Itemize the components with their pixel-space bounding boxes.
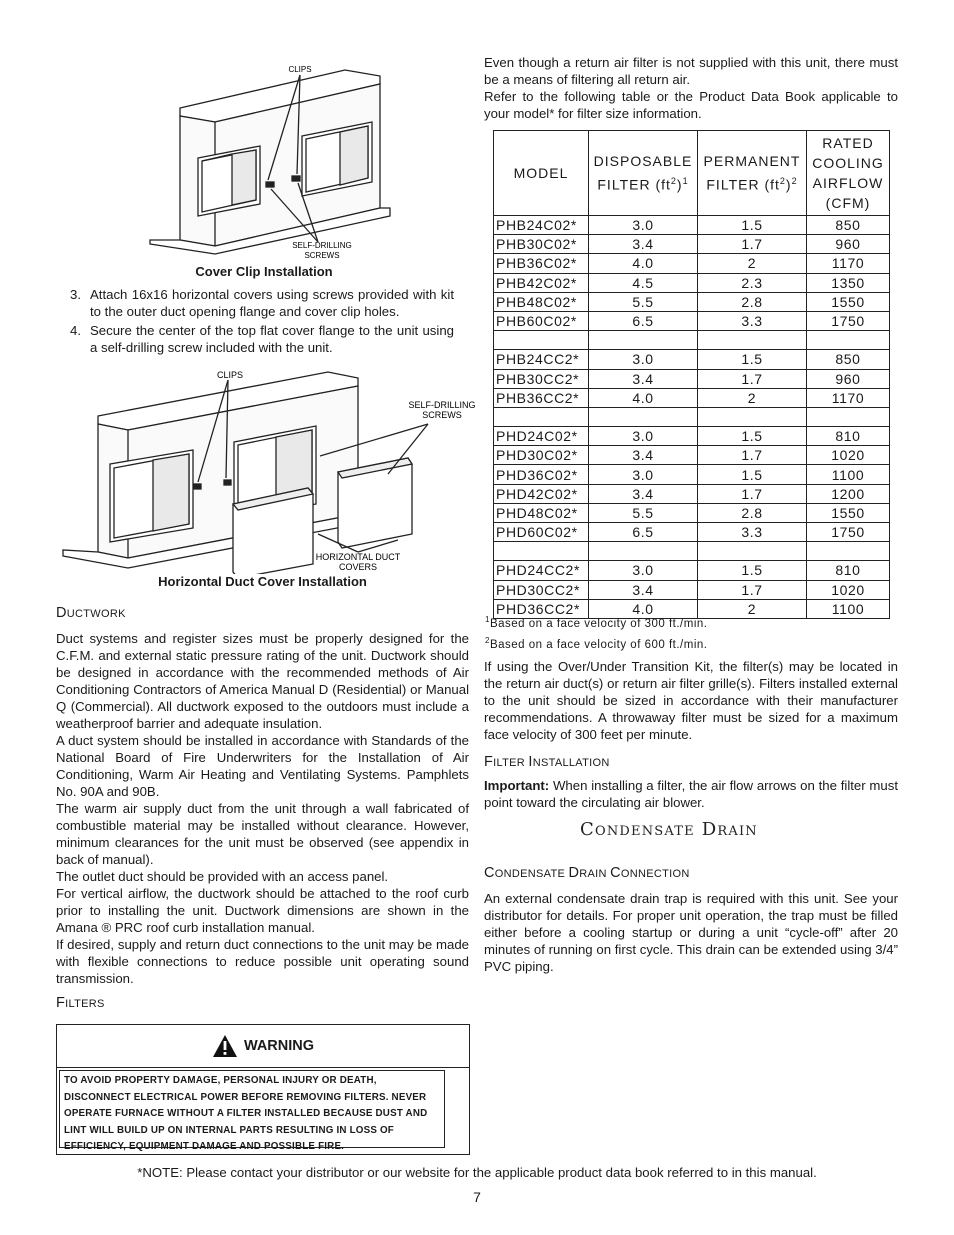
table-row — [494, 542, 890, 561]
page-number: 7 — [473, 1189, 481, 1205]
cell-disposable: 5.5 — [589, 292, 698, 311]
cell-disposable: 5.5 — [589, 503, 698, 522]
header-disposable: DISPOSABLE FILTER $(ft^2)^1$ — [589, 131, 698, 216]
cell-disposable — [589, 542, 698, 561]
cell-disposable: 3.0 — [589, 350, 698, 369]
cell-disposable — [589, 407, 698, 426]
cell-disposable: 3.0 — [589, 561, 698, 580]
cover-clip-figure — [140, 58, 400, 263]
table-row — [494, 235, 890, 254]
cell-airflow: 1550 — [807, 292, 890, 311]
table-row — [494, 484, 890, 503]
table-row — [494, 427, 890, 446]
cell-permanent: 1.5 — [698, 216, 807, 235]
cell-model: PHB42C02* — [494, 273, 589, 292]
cell-permanent: 1.5 — [698, 427, 807, 446]
cell-permanent: 1.7 — [698, 580, 807, 599]
cell-airflow: 850 — [807, 350, 890, 369]
table-row — [494, 350, 890, 369]
filter-size-table — [493, 130, 890, 619]
cell-disposable — [589, 331, 698, 350]
table-row — [494, 216, 890, 235]
cell-permanent: 2 — [698, 599, 807, 618]
filter-installation-heading: FILTER INSTALLATION — [484, 754, 610, 770]
cell-airflow: 810 — [807, 561, 890, 580]
cell-permanent: 3.3 — [698, 311, 807, 330]
header-permanent: PERMANENT FILTER $(ft^2)^2$ — [698, 131, 807, 216]
cell-disposable: 4.0 — [589, 254, 698, 273]
transition-kit-text: If using the Over/Under Transition Kit, the filter(s) may be located in the return air duct(s) or return air filter grille(s). Filters installed external to the unit should be sized in accordance with their manufacturer recommendations. A throwaway filter must be sized for a maximum face velocity of 300 feet per minute. — [484, 659, 898, 742]
cell-disposable: 6.5 — [589, 523, 698, 542]
table-body — [494, 216, 890, 619]
cell-permanent: 3.3 — [698, 523, 807, 542]
warning-body: TO AVOID PROPERTY DAMAGE, PERSONAL INJURY OR DEATH, DISCONNECT ELECTRICAL POWER BEFORE REMOVING FILTERS. NEVER OPERATE FURNACE WITHOUT A FILTER INSTALLED BECAUSE DUST AND LINT WILL BUILD UP ON INTERNAL PARTS RESULTING IN LOSS OF EFFICIENCY, EQUIPMENT DAMAGE AND POSSIBLE FIRE. — [64, 1075, 428, 1152]
filter-intro — [484, 54, 898, 122]
condensate-connection-heading: CONDENSATE DRAIN CONNECTION — [484, 865, 690, 881]
header-rated-airflow: RATED COOLING AIRFLOW (CFM) — [807, 131, 890, 216]
cell-model: PHD24CC2* — [494, 561, 589, 580]
cell-airflow: 1200 — [807, 484, 890, 503]
ductwork-paragraph: Duct systems and register sizes must be properly designed for the C.F.M. and external static pressure rating of the unit. Ductwork should be designed in accordance with the recommended methods of Air Conditioning Contractors of America Manual D (Residential) or Manual Q (Commercial). All ductwork exposed to the outdoors must include a weatherproof barrier and adequate insulation. — [56, 631, 469, 731]
cell-model: PHD30C02* — [494, 446, 589, 465]
cell-model: PHD30CC2* — [494, 580, 589, 599]
step-item — [70, 286, 454, 320]
table-row — [494, 561, 890, 580]
cell-disposable: 3.4 — [589, 484, 698, 503]
table-row — [494, 446, 890, 465]
cell-permanent — [698, 331, 807, 350]
cell-airflow: 850 — [807, 216, 890, 235]
cell-disposable: 3.0 — [589, 216, 698, 235]
cell-permanent: 1.7 — [698, 446, 807, 465]
table-row — [494, 580, 890, 599]
cell-model: PHB30CC2* — [494, 369, 589, 388]
cell-airflow: 1750 — [807, 523, 890, 542]
cell-disposable: 3.4 — [589, 446, 698, 465]
ductwork-text — [56, 630, 469, 987]
filter-installation-text: Important: When installing a filter, the air flow arrows on the filter must point toward the circulating air blower. — [484, 778, 898, 810]
cell-airflow: 1170 — [807, 254, 890, 273]
cell-permanent: 1.5 — [698, 465, 807, 484]
table-row — [494, 503, 890, 522]
cell-airflow: 960 — [807, 235, 890, 254]
table-row — [494, 311, 890, 330]
label-clips: CLIPS — [216, 370, 244, 380]
cell-model: PHB24C02* — [494, 216, 589, 235]
cell-airflow: 1100 — [807, 465, 890, 484]
cell-permanent — [698, 407, 807, 426]
cell-permanent: 1.7 — [698, 235, 807, 254]
cell-model: PHB36CC2* — [494, 388, 589, 407]
cell-airflow: 1550 — [807, 503, 890, 522]
warning-title: WARNING — [243, 1038, 315, 1054]
table-row — [494, 407, 890, 426]
cell-disposable: 3.4 — [589, 235, 698, 254]
table-row — [494, 465, 890, 484]
cell-airflow: 1350 — [807, 273, 890, 292]
cell-permanent: 1.7 — [698, 484, 807, 503]
cell-airflow: 1020 — [807, 446, 890, 465]
cell-permanent: 1.5 — [698, 561, 807, 580]
cell-airflow: 1100 — [807, 599, 890, 618]
cell-model: PHD48C02* — [494, 503, 589, 522]
label-screws-1: SELF-DRILLING — [408, 400, 476, 410]
cell-permanent: 2.3 — [698, 273, 807, 292]
table-footnote: $^1$Based on a face velocity of 300 ft./min. — [485, 615, 708, 630]
figure-caption-cover-clip: Cover Clip Installation — [195, 264, 333, 279]
condensate-text: An external condensate drain trap is required with this unit. See your distributor for details. For proper unit operation, the trap must be filled either before a cooling startup or during a unit “cycle-off” after 20 minutes of running on first cycle. This drain can be extended using 3/4” PVC piping. — [484, 891, 898, 974]
table-footnote: $^2$Based on a face velocity of 600 ft./min. — [485, 636, 708, 651]
cell-permanent: 2.8 — [698, 292, 807, 311]
cell-model: PHB60C02* — [494, 311, 589, 330]
cell-model: PHB24CC2* — [494, 350, 589, 369]
table-row — [494, 254, 890, 273]
cell-model: PHD60C02* — [494, 523, 589, 542]
cell-disposable: 4.0 — [589, 599, 698, 618]
installation-steps — [70, 286, 454, 358]
warning-body-frame — [59, 1070, 445, 1152]
warning-header — [57, 1025, 469, 1068]
label-screws-1: SELF-DRILLING — [292, 241, 352, 250]
cell-model — [494, 542, 589, 561]
step-item — [70, 322, 454, 356]
ductwork-paragraph: A duct system should be installed in accordance with Standards of the National Board of Fire Underwriters for the Installation of Air Conditioning, Warm Air Heating and Ventilating Systems. Pamphlets No. 90A and 90B. — [56, 733, 469, 799]
step-text: Attach 16x16 horizontal covers using screws provided with kit to the outer duct opening flange and cover clip holes. — [90, 287, 454, 319]
ductwork-paragraph: The outlet duct should be provided with an access panel. — [56, 869, 389, 884]
cell-disposable: 3.4 — [589, 580, 698, 599]
label-screws-2: SCREWS — [304, 251, 340, 260]
warning-box — [56, 1024, 470, 1155]
cell-airflow — [807, 331, 890, 350]
label-screws-2: SCREWS — [422, 410, 462, 420]
ductwork-paragraph: The warm air supply duct from the unit through a wall fabricated of combustible material may be installed without clearance. However, minimum clearances for the unit must be observed (see appendix in back of manual). — [56, 801, 469, 867]
cell-disposable: 6.5 — [589, 311, 698, 330]
table-row — [494, 331, 890, 350]
cell-permanent — [698, 542, 807, 561]
cell-permanent: 2 — [698, 254, 807, 273]
condensate-drain-title: Condensate Drain — [580, 819, 758, 840]
figure-caption-horizontal-duct: Horizontal Duct Cover Installation — [158, 574, 367, 589]
cell-airflow — [807, 542, 890, 561]
cell-model: PHD36C02* — [494, 465, 589, 484]
cell-model — [494, 407, 589, 426]
label-covers-2: COVERS — [338, 562, 378, 572]
cell-disposable: 4.5 — [589, 273, 698, 292]
cell-model: PHD24C02* — [494, 427, 589, 446]
ductwork-paragraph: If desired, supply and return duct connections to the unit may be made with flexible connections to reduce possible unit operating sound transmission. — [56, 937, 469, 986]
table-row — [494, 523, 890, 542]
intro-paragraph: Refer to the following table or the Product Data Book applicable to your model* for filter size information. — [484, 89, 898, 121]
horizontal-duct-figure — [58, 364, 483, 574]
table-row — [494, 388, 890, 407]
cell-permanent: 1.5 — [698, 350, 807, 369]
cell-airflow: 810 — [807, 427, 890, 446]
cell-permanent: 2.8 — [698, 503, 807, 522]
cell-disposable: 3.4 — [589, 369, 698, 388]
cell-disposable: 3.0 — [589, 465, 698, 484]
cell-disposable: 4.0 — [589, 388, 698, 407]
table-row — [494, 273, 890, 292]
table-row — [494, 369, 890, 388]
cell-model: PHB48C02* — [494, 292, 589, 311]
ductwork-heading: DUCTWORK — [56, 605, 126, 621]
cell-airflow — [807, 407, 890, 426]
cell-model: PHB30C02* — [494, 235, 589, 254]
cell-model: PHD36CC2* — [494, 599, 589, 618]
cell-airflow: 1170 — [807, 388, 890, 407]
table-header-row — [494, 131, 890, 216]
filters-heading: FILTERS — [56, 995, 105, 1011]
footer-note: *NOTE: Please contact your distributor or our website for the applicable product data book referred to in this manual. — [137, 1165, 817, 1180]
cell-model: PHD42C02* — [494, 484, 589, 503]
warning-triangle-icon — [212, 1034, 238, 1058]
header-model: MODEL — [494, 131, 589, 216]
table-row — [494, 292, 890, 311]
cell-airflow: 960 — [807, 369, 890, 388]
cell-airflow: 1750 — [807, 311, 890, 330]
cell-permanent: 1.7 — [698, 369, 807, 388]
step-text: Secure the center of the top flat cover flange to the unit using a self-drilling screw included with the unit. — [90, 323, 454, 355]
cell-airflow: 1020 — [807, 580, 890, 599]
cell-model — [494, 331, 589, 350]
step-number: 3. — [70, 287, 81, 302]
intro-paragraph: Even though a return air filter is not supplied with this unit, there must be a means of filtering all return air. — [484, 55, 898, 87]
step-number: 4. — [70, 323, 81, 338]
label-clips: CLIPS — [288, 65, 312, 74]
cell-permanent: 2 — [698, 388, 807, 407]
cell-model: PHB36C02* — [494, 254, 589, 273]
cell-disposable: 3.0 — [589, 427, 698, 446]
label-covers-1: HORIZONTAL DUCT — [315, 552, 401, 562]
ductwork-paragraph: For vertical airflow, the ductwork should be attached to the roof curb prior to installing the unit. Ductwork dimensions are shown in the Amana ® PRC roof curb installation manual. — [56, 886, 469, 935]
